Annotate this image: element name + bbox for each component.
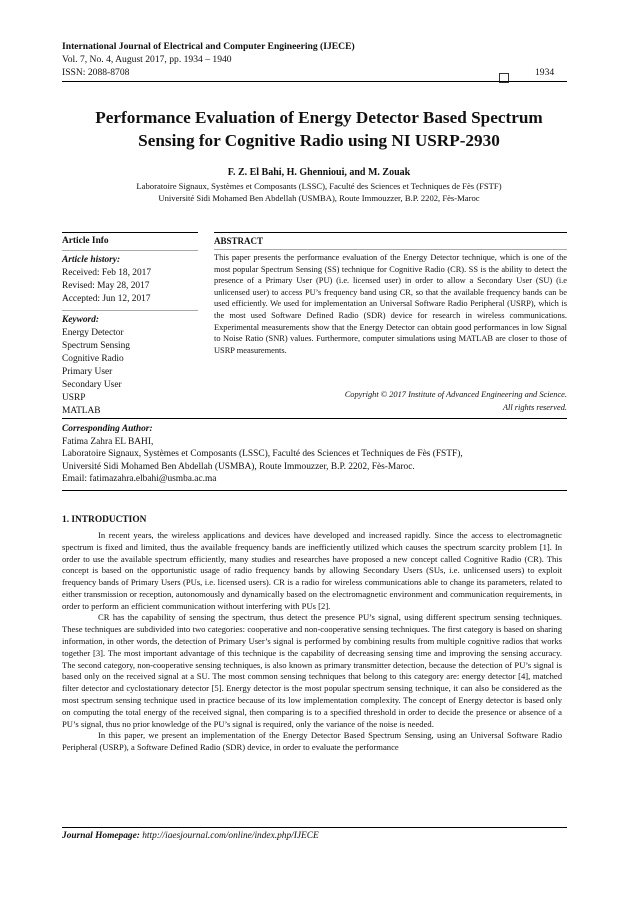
intro-paragraph-2: CR has the capability of sensing the spectrum, thus detect the presence PU’s signal, using different spectrum sensing techniques. These techniques are subdivided into two categories: cooperative and non-cooperative sensing techniques. The first category is based on sharing information, in other words, the detection of Primary User’s signal is performed by combining results from multiple cognitive radios that works together [3]. The most important advantage of this technique is the capability of decreasing sensing time and improving the sensing accuracy. The second category, non-cooperative sensing techniques, is also known as primary transmitter detection, because the detection of PU’s signal is based only on the received signal at a SU. The most common sensing techniques that belong to this category are: energy detector [4], matched filter detector and cyclostationary detector [5]. Energy detector is the most popular spectrum sensing technique, it can also be considered as the most spectrum sensing technique used in practice because of its low implementation complexity. The concept of Energy detector is based only on computing the total energy of the received signal, then comparing is to a specified threshold in order to decide the presence or absence of a PU’s signal, thus no prior knowledge of the PU’s signal is required, only the variance of the noise is needed.: [62, 612, 562, 729]
keywords: [62, 314, 130, 418]
author-email: Email: fatimazahra.elbahi@usmba.ac.ma: [62, 474, 217, 484]
title-line-2: Sensing for Cognitive Radio using NI USRP-2930: [138, 131, 500, 150]
keyword-rule: [62, 310, 198, 311]
abstract-top-rule: [214, 232, 567, 233]
journal-name: International Journal of Electrical and Computer Engineering (IJECE): [62, 41, 355, 52]
keyword-item: Primary User: [62, 367, 113, 377]
intro-paragraph-1: In recent years, the wireless applications and devices have developed and increased rapidly. Since the access to electromagnetic spectrum is fixed and limited, thus the available frequency bands are inefficiently utilized which causes the spectrum scarcity problem [1]. In order to use the available spectrum efficiently, many studies and researches have proposed a new concept called Cognitive Radio (CR). This concept is based on the opportunistic usage of radio frequency bands by allowing Secondary Users (SUs, i.e. unlicensed users) to exploit frequency bands of Primary Users (PUs, i.e. licensed users). CR is a radio for wireless communications able to change its parameters, related to either transmission or reception, autonomously and dynamically based on the electromagnetic environment and communication requirements, in order to perform an efficient communication without interfering with PUs [2].: [62, 530, 562, 611]
corresponding-bottom-rule: [62, 490, 567, 491]
article-info-top-rule: [62, 232, 198, 233]
keyword-item: Cognitive Radio: [62, 354, 124, 364]
article-history: [62, 254, 151, 306]
paper-title: [40, 106, 598, 152]
corresponding-heading: Corresponding Author:: [62, 424, 153, 434]
article-info-rule: [62, 250, 198, 251]
journal-homepage: [62, 831, 319, 841]
corresponding-author: [62, 423, 572, 486]
author-affiliation-1: Laboratoire Signaux, Systèmes et Composants (LSSC), Faculté des Sciences et Techniques de Fès (FSTF),: [62, 449, 463, 459]
header-rule: [62, 81, 567, 82]
article-info-heading: Article Info: [62, 236, 109, 246]
history-heading: Article history:: [62, 255, 121, 265]
introduction-body: [62, 530, 562, 754]
abstract-heading: ABSTRACT: [214, 236, 264, 246]
title-line-1: Performance Evaluation of Energy Detector Based Spectrum: [95, 108, 543, 127]
footer-rule: [62, 827, 567, 828]
author-affiliation-2: Université Sidi Mohamed Ben Abdellah (USMBA), Route Immouzzer, B.P. 2202, Fès-Maroc.: [62, 461, 415, 472]
author-name: Fatima Zahra EL BAHI,: [62, 436, 154, 447]
authors: F. Z. El Bahi, H. Ghennioui, and M. Zouak: [227, 167, 411, 178]
received-date: Received: Feb 18, 2017: [62, 268, 152, 278]
homepage-link[interactable]: http://iaesjournal.com/online/index.php/IJECE: [142, 831, 319, 841]
accepted-date: Accepted: Jun 12, 2017: [62, 294, 151, 304]
homepage-label: Journal Homepage:: [62, 831, 140, 841]
info-bottom-rule: [62, 418, 567, 419]
abstract-text: This paper presents the performance evaluation of the Energy Detector technique, which is one of the most popular Spectrum Sensing (SS) technique for Cognitive Radio (CR). SS is the ability to detect the presence of a Primary User (PU) (i.e. licensed user) in order to allow a Secondary User (SU) (i.e unlicensed user) to access PU’s frequency band using CR, so that the available frequency bands can be used efficiently. We used for implementation an Universal Software Radio Peripheral (USRP), which is the most used Software Defined Radio (SDR) device for research in wireless communications. Experimental measurements show that the Energy Detector can obtain good performances in low Signal to Noise Ratio (SNR) values. Furthermore, computer simulations using MATLAB are closer to those of USRP measurements.: [214, 253, 567, 355]
keyword-item: MATLAB: [62, 406, 101, 416]
volume-info: Vol. 7, No. 4, August 2017, pp. 1934 – 1940: [62, 54, 232, 65]
affiliation-line-2: Université Sidi Mohamed Ben Abdellah (USMBA), Route Immouzzer, B.P. 2202, Fès-Maroc: [158, 193, 480, 203]
affiliation-line-1: Laboratoire Signaux, Systèmes et Composants (LSSC), Faculté des Sciences et Techniques de Fès (FSTF): [136, 181, 502, 191]
keyword-item: Secondary User: [62, 380, 122, 390]
keyword-heading: Keyword:: [62, 315, 99, 325]
section-heading-introduction: 1. INTRODUCTION: [62, 515, 147, 525]
keyword-item: Energy Detector: [62, 328, 124, 338]
copyright-line-1: Copyright © 2017 Institute of Advanced Engineering and Science.: [344, 390, 567, 399]
abstract-rule: [214, 249, 567, 250]
page-number: 1934: [535, 67, 555, 78]
copyright-line-2: All rights reserved.: [502, 403, 567, 412]
intro-paragraph-3: In this paper, we present an implementation of the Energy Detector Based Spectrum Sensing, using an Universal Software Radio Peripheral (USRP), a Software Defined Radio (SDR) device, in order to evaluate the performance: [62, 730, 562, 753]
revised-date: Revised: May 28, 2017: [62, 281, 150, 291]
issn: ISSN: 2088-8708: [62, 67, 130, 78]
keyword-item: USRP: [62, 393, 86, 403]
keyword-item: Spectrum Sensing: [62, 341, 130, 351]
square-icon: [499, 69, 509, 87]
